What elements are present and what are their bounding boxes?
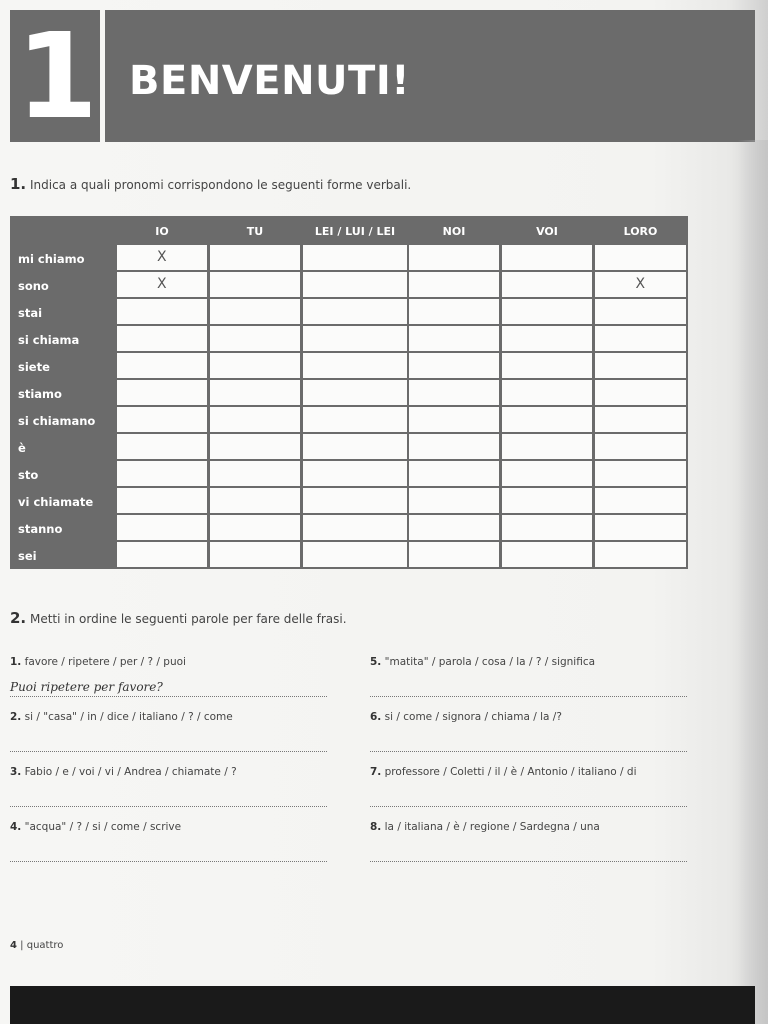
table-cell[interactable] [210, 272, 300, 297]
table-cell[interactable] [595, 461, 686, 486]
answer-line[interactable] [10, 861, 327, 862]
sentence-item [10, 821, 181, 833]
table-cell[interactable] [502, 299, 592, 324]
item-words: professore / Coletti / il / è / Antonio / italiano / di [384, 766, 637, 778]
table-cell[interactable] [303, 353, 407, 378]
table-cell[interactable] [210, 326, 300, 351]
table-cell[interactable] [117, 461, 207, 486]
handwritten-answer: Puoi ripetere per favore? [10, 680, 163, 694]
item-words: si / come / signora / chiama / la /? [384, 711, 562, 723]
row-label: sono [18, 279, 49, 293]
table-cell[interactable] [210, 488, 300, 513]
table-cell[interactable] [210, 434, 300, 459]
table-cell[interactable] [210, 353, 300, 378]
row-label: è [18, 441, 26, 455]
item-words: "acqua" / ? / si / come / scrive [24, 821, 182, 833]
table-cell[interactable] [303, 299, 407, 324]
table-cell[interactable] [595, 326, 686, 351]
table-cell[interactable] [117, 326, 207, 351]
table-cell[interactable] [595, 515, 686, 540]
table-cell[interactable] [502, 542, 592, 567]
table-cell[interactable] [595, 488, 686, 513]
column-header: LEI / LUI / LEI [314, 225, 396, 238]
table-cell[interactable] [595, 380, 686, 405]
page-curl-shadow [738, 140, 768, 1024]
sentence-item [10, 656, 186, 668]
item-number: 1. [10, 656, 22, 668]
answer-line[interactable] [10, 806, 327, 807]
item-words: Fabio / e / voi / vi / Andrea / chiamate / ? [24, 766, 237, 778]
page-title: BENVENUTI! [129, 58, 410, 104]
exercise1-title [10, 175, 411, 193]
table-cell[interactable] [502, 461, 592, 486]
table-cell[interactable] [117, 488, 207, 513]
table-cell[interactable] [210, 515, 300, 540]
table-cell[interactable] [117, 353, 207, 378]
table-cell[interactable] [409, 407, 499, 432]
row-label: stiamo [18, 387, 62, 401]
item-words: favore / ripetere / per / ? / puoi [24, 656, 186, 668]
table-cell[interactable] [117, 380, 207, 405]
row-label: mi chiamo [18, 252, 85, 266]
item-words: "matita" / parola / cosa / la / ? / significa [384, 656, 596, 668]
answer-line[interactable] [370, 806, 687, 807]
page-number: 4 [10, 940, 17, 951]
table-cell[interactable] [409, 488, 499, 513]
answer-line[interactable] [370, 696, 687, 697]
table-cell[interactable] [502, 434, 592, 459]
table-cell[interactable] [117, 407, 207, 432]
table-cell[interactable] [409, 245, 499, 270]
answer-line[interactable] [370, 751, 687, 752]
table-cell[interactable] [409, 326, 499, 351]
table-cell[interactable] [502, 515, 592, 540]
row-label: siete [18, 360, 50, 374]
row-label: stanno [18, 522, 63, 536]
item-number: 3. [10, 766, 22, 778]
sentence-item [370, 766, 637, 778]
table-cell[interactable] [303, 488, 407, 513]
table-cell[interactable] [595, 353, 686, 378]
exercise2-number: 2. [10, 609, 27, 627]
answer-line[interactable] [10, 751, 327, 752]
item-number: 5. [370, 656, 382, 668]
table-cell[interactable] [303, 272, 407, 297]
table-cell[interactable] [303, 542, 407, 567]
table-cell[interactable] [303, 326, 407, 351]
item-number: 4. [10, 821, 22, 833]
exercise1-number: 1. [10, 175, 27, 193]
table-cell[interactable] [502, 407, 592, 432]
sentence-item [370, 821, 600, 833]
table-cell[interactable] [502, 326, 592, 351]
sentence-item [370, 656, 595, 668]
row-label: si chiamano [18, 414, 96, 428]
column-header: NOI [442, 225, 466, 238]
table-cell[interactable] [303, 461, 407, 486]
sentence-item [370, 711, 562, 723]
table-cell[interactable] [117, 299, 207, 324]
table-cell[interactable] [409, 299, 499, 324]
table-cell[interactable] [502, 272, 592, 297]
table-cell[interactable] [409, 515, 499, 540]
table-cell[interactable] [210, 299, 300, 324]
page-word: quattro [26, 940, 64, 951]
bottom-bar [10, 986, 755, 1024]
table-cell[interactable] [210, 245, 300, 270]
table-cell[interactable] [502, 488, 592, 513]
table-cell[interactable] [595, 542, 686, 567]
column-header: IO [155, 225, 169, 238]
item-words: si / "casa" / in / dice / italiano / ? / come [24, 711, 233, 723]
pronoun-grid [10, 216, 688, 569]
item-number: 6. [370, 711, 382, 723]
page-separator: | [20, 940, 27, 951]
table-cell[interactable] [117, 434, 207, 459]
item-number: 2. [10, 711, 22, 723]
table-cell[interactable] [117, 542, 207, 567]
answer-line[interactable] [370, 861, 687, 862]
table-cell[interactable] [210, 461, 300, 486]
page-footer [10, 940, 63, 951]
table-cell[interactable] [595, 245, 686, 270]
title-bar [105, 10, 755, 142]
table-cell[interactable] [117, 515, 207, 540]
table-cell[interactable] [303, 515, 407, 540]
table-cell[interactable] [595, 434, 686, 459]
column-header: VOI [536, 225, 558, 238]
table-cell[interactable] [409, 380, 499, 405]
table-cell[interactable] [303, 407, 407, 432]
column-header: TU [246, 225, 264, 238]
row-label: si chiama [18, 333, 80, 347]
answer-line[interactable] [10, 696, 327, 697]
sentence-item [10, 766, 237, 778]
table-cell[interactable] [210, 542, 300, 567]
table-cell[interactable] [303, 245, 407, 270]
table-cell[interactable] [303, 434, 407, 459]
table-cell[interactable] [409, 461, 499, 486]
table-cell[interactable] [409, 353, 499, 378]
table-cell[interactable] [210, 380, 300, 405]
exercise2-instruction: Metti in ordine le seguenti parole per fare delle frasi. [29, 612, 347, 626]
exercise1-instruction: Indica a quali pronomi corrispondono le seguenti forme verbali. [29, 178, 412, 192]
exercise2-title [10, 609, 347, 627]
item-number: 8. [370, 821, 382, 833]
chapter-number: 1 [10, 10, 100, 142]
row-label: sei [18, 549, 37, 563]
table-cell[interactable] [502, 245, 592, 270]
handwritten-mark: X [635, 276, 646, 292]
table-cell[interactable] [502, 380, 592, 405]
item-words: la / italiana / è / regione / Sardegna / una [384, 821, 600, 833]
item-number: 7. [370, 766, 382, 778]
table-cell[interactable] [409, 272, 499, 297]
table-cell[interactable] [502, 353, 592, 378]
table-cell[interactable] [595, 299, 686, 324]
table-cell[interactable] [409, 542, 499, 567]
pronoun-table [10, 216, 688, 569]
table-cell[interactable] [210, 407, 300, 432]
handwritten-mark: X [157, 249, 167, 265]
handwritten-mark: X [157, 276, 167, 292]
row-label: sto [18, 468, 39, 482]
table-cell[interactable] [595, 407, 686, 432]
row-label: stai [18, 306, 43, 320]
table-cell[interactable] [409, 434, 499, 459]
table-cell[interactable] [303, 380, 407, 405]
column-header: LORO [623, 225, 658, 238]
row-label: vi chiamate [18, 495, 94, 509]
sentence-item [10, 711, 233, 723]
